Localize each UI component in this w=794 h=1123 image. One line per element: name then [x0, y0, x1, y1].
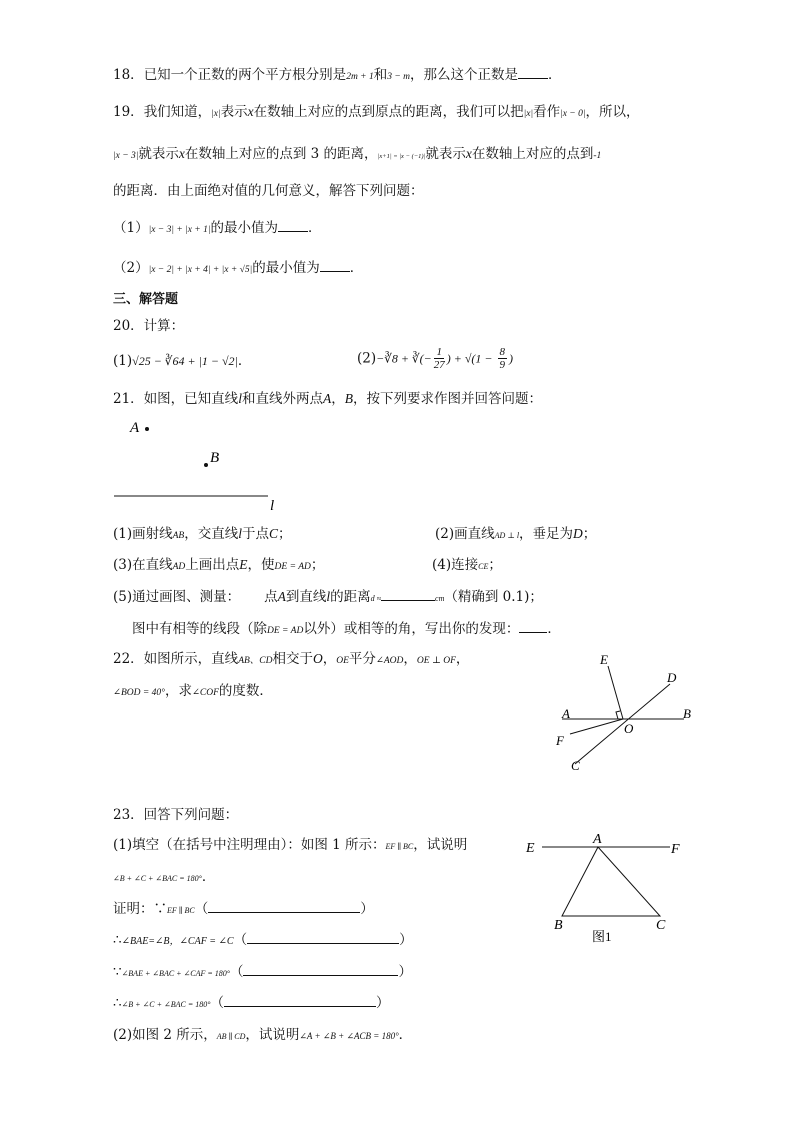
q20-p2-expr-b: ) + √(1 −: [446, 351, 496, 366]
q19-text: 在数轴上对应的点到 3 的距离，: [184, 146, 378, 162]
q18-expr-1: 2m + 1: [346, 72, 374, 82]
q19-p1-expr: |x − 3| + |x + 1|: [148, 225, 211, 235]
line-cd: [575, 684, 670, 764]
q20-frac2-denominator: 9: [499, 359, 505, 371]
q21-s6-text: 以外）或相等的角，写出你的发现：: [303, 621, 520, 637]
q19-p2-end: ．: [349, 260, 364, 276]
q22-fig-label-b: B: [683, 706, 691, 721]
question-22-line-1: [113, 650, 469, 670]
q23-proof-line-2: ∴∠BAE=∠B，∠CAF = ∠C（ ）: [113, 932, 413, 948]
q21-s5-d-approx: d ≈: [370, 594, 382, 603]
q20-p1-label: (1): [113, 353, 133, 369]
q22-fig-label-o: O: [624, 721, 634, 736]
q23-proof-line-1: 证明：∵EF ∥ BC（ ）: [113, 901, 374, 917]
q22-fig-label-e: E: [600, 652, 608, 667]
q23-reason-blank-3[interactable]: [243, 963, 398, 976]
q23-proof-3: ∠BAE + ∠BAC + ∠CAF = 180°: [121, 969, 230, 978]
q20-p2-expr-c: ): [509, 351, 513, 366]
q19-neg1: -1: [593, 151, 602, 161]
q19-p2-expr: |x − 2| + |x + 4| + |x +: [148, 265, 240, 275]
q21-s5-text: 的距离: [330, 589, 371, 605]
q22-fig-label-d: D: [667, 670, 677, 685]
q18-text: 已知一个正数的两个平方根分别是: [143, 67, 347, 83]
q19-abs-x0: |x − 0|: [560, 109, 586, 119]
q20-p2-label: (2): [357, 350, 377, 367]
q18-text-and: 和: [373, 67, 388, 83]
q21-s2-expr: AD ⊥ l: [494, 531, 520, 540]
q19-p1-answer-blank[interactable]: [278, 219, 308, 232]
q22-text: ，求: [164, 683, 192, 699]
q21-s4-ce: CE: [478, 562, 489, 571]
q21-s5-unit: cm: [435, 594, 445, 603]
q23-p2-text: (2)如图 2 所示，: [113, 1027, 217, 1043]
q21-step-4: [432, 556, 502, 576]
q19-p2-text: 的最小值为: [252, 260, 320, 276]
q18-text-c: ，那么这个正数是: [410, 67, 518, 83]
q22-ab-cd: AB、CD: [238, 656, 273, 666]
q23-p1-text: (1)填空（在括号中注明理由）：如图 1 所示：: [113, 837, 386, 853]
q19-abs-x: |x|: [211, 109, 221, 119]
q21-var-a: A: [277, 589, 286, 604]
q22-perp: OE ⊥ OF: [416, 656, 456, 666]
q19-p2-answer-blank[interactable]: [320, 259, 350, 272]
q23-p2-end: ．: [398, 1027, 413, 1043]
q23-therefore: ∴: [113, 932, 122, 948]
q19-text: 表示: [220, 104, 248, 120]
q22-text: ，: [403, 651, 417, 667]
q21-findings-blank[interactable]: [519, 620, 547, 633]
q22-text: ，: [322, 651, 337, 667]
q23-fig-label-b: B: [554, 918, 563, 933]
q23-proof-4: ∠B + ∠C + ∠BAC = 180°: [121, 1000, 211, 1009]
q21-s2-text: (2)画直线: [435, 526, 495, 542]
question-19-line-3: [113, 182, 424, 200]
q23-fig-label-f: F: [671, 842, 680, 857]
right-angle-mark: [616, 711, 620, 719]
q22-fig-label-c: C: [571, 758, 580, 773]
q23-reason-blank-4[interactable]: [224, 994, 376, 1007]
q19-text: 我们知道，: [143, 104, 212, 120]
q22-text: 如图所示，直线: [143, 651, 239, 667]
q19-text: ，所以，: [585, 104, 640, 120]
q22-figure: [550, 648, 700, 776]
q20-frac1-numerator: 1: [436, 346, 442, 358]
q23-reason-blank-1[interactable]: [208, 900, 360, 913]
q21-text: 和直线外两点: [241, 391, 323, 407]
q21-figure: [110, 412, 300, 517]
q21-step-1: [113, 525, 292, 545]
q21-fig-label-b: B: [210, 450, 220, 466]
q21-fig-label-a: A: [130, 420, 140, 436]
q19-var-x: x: [247, 104, 254, 119]
point-a-dot: [145, 427, 149, 431]
q20-p1-end: ．: [237, 353, 252, 369]
q21-s1-end: ；: [278, 526, 292, 542]
q21-step-5: [113, 588, 543, 608]
q19-number: 19．: [113, 104, 144, 120]
question-19-line-2: [113, 145, 601, 166]
q23-fig-label-a: A: [593, 832, 602, 847]
question-20-part-1: [113, 352, 251, 370]
q20-p2-expr-a: −∛8 + ∛(−: [376, 351, 432, 366]
q21-var-c: C: [269, 526, 279, 541]
q23-therefore: ∴: [113, 995, 122, 1011]
q19-p2-expr-end: |: [249, 265, 253, 275]
q21-step-3: [113, 556, 324, 576]
q23-p1-expr: EF ∥ BC: [385, 842, 414, 851]
question-19-part-1: [113, 219, 321, 239]
q22-oe: OE: [336, 656, 349, 666]
q20-frac2-numerator: 8: [499, 346, 505, 358]
q23-fig-label-e: E: [526, 841, 535, 856]
q23-part-1: [113, 836, 467, 856]
q21-fig-label-l: l: [270, 498, 275, 514]
q22-fig-label-a: A: [562, 706, 570, 721]
q18-period: ．: [548, 67, 562, 83]
q21-s5-text: （精确到 0.1)；: [444, 589, 543, 605]
q21-s3-ad: AD: [172, 562, 186, 572]
q18-number: 18．: [113, 67, 144, 83]
q21-s1-text: ，交直线: [184, 526, 239, 542]
q20-frac1-denominator: 27: [433, 359, 445, 371]
q23-part-2: [113, 1026, 412, 1046]
section-heading: 三、解答题: [113, 292, 179, 307]
q22-text: 相交于: [272, 651, 313, 667]
q21-s1-text: 于点: [242, 526, 269, 542]
q21-s1-ab: AB: [172, 531, 185, 541]
q21-s6-expr: DE = AD: [267, 626, 304, 636]
question-18: [113, 66, 562, 86]
q19-text: 就表示: [138, 146, 179, 162]
q23-proof-line-3: ∵∠BAE + ∠BAC + ∠CAF = 180°（ ）: [113, 964, 412, 980]
q21-s3-text: ，使: [247, 557, 275, 573]
q21-s2-end: ；: [582, 526, 597, 542]
q23-proof-line-4: ∴∠B + ∠C + ∠BAC = 180°（ ）: [113, 995, 390, 1011]
q21-text: 如图，已知直线: [143, 391, 239, 407]
q23-proof-2: ∠BAE=∠B，∠CAF = ∠C: [121, 936, 234, 947]
q21-s4-end: ；: [488, 557, 502, 573]
q21-s6-end: ．: [547, 621, 561, 637]
q23-p1-text: ，试说明: [413, 837, 468, 853]
q23-p2-expr: AB ∥ CD: [216, 1032, 246, 1041]
q21-var-a: A: [322, 391, 332, 406]
q21-s3-text: (3)在直线: [113, 557, 173, 573]
question-23: 23．回答下列问题：: [113, 807, 239, 823]
q23-goal-end: ．: [201, 869, 216, 885]
q21-var-e: E: [239, 557, 248, 572]
q21-s5-text: 点: [264, 589, 278, 605]
q19-p2-label: （2）: [113, 260, 149, 276]
q22-angle-cof: ∠COF: [191, 688, 219, 698]
q21-var-l: l: [238, 391, 242, 406]
q21-step-2: [435, 525, 596, 545]
q22-var-o: O: [313, 651, 323, 666]
q19-var-x: x: [465, 146, 472, 161]
question-19-line-1: [113, 103, 639, 123]
q21-var-b: B: [344, 391, 353, 406]
q23-p2-goal: ∠A + ∠B + ∠ACB = 180°: [299, 1031, 399, 1041]
q21-distance-blank[interactable]: [381, 588, 435, 601]
q20-p2-fraction-1: [434, 346, 445, 371]
q23-proof-1: EF ∥ BC: [167, 906, 195, 915]
q19-text: 在数轴上对应的点到: [471, 146, 594, 162]
q19-p1-text: 的最小值为: [210, 220, 278, 236]
q21-s6-text: 图中有相等的线段（除: [132, 621, 267, 637]
q22-fig-label-f: F: [556, 733, 564, 748]
q19-text: 就表示: [425, 146, 466, 162]
q21-s5-text: (5)通过画图、测量：: [113, 589, 241, 605]
q23-proof-label: 证明：∵: [113, 901, 167, 917]
q20-p1-expr: √25 − ∛64 + |1 − √2|: [132, 354, 238, 368]
q21-text: ，按下列要求作图并回答问题：: [352, 391, 542, 407]
q22-angle-aod: ∠AOD: [375, 656, 404, 666]
q19-abs-x3: |x − 3|: [113, 151, 139, 161]
q18-answer-blank[interactable]: [518, 66, 548, 79]
q19-p1-label: （1）: [113, 220, 149, 236]
q23-fig-label-c: C: [656, 918, 666, 933]
q18-expr-2: 3 − m: [387, 72, 410, 82]
q21-s3-end: ；: [310, 557, 325, 573]
q19-p2-sqrt: √5: [239, 265, 250, 275]
q21-s3-expr: DE = AD: [274, 562, 311, 572]
question-22-line-2: [113, 682, 273, 702]
q19-abs-x: |x|: [523, 109, 534, 119]
q21-s3-text: 上画出点: [185, 557, 240, 573]
q21-s2-text: ，垂足为: [519, 526, 574, 542]
q22-text: ，: [455, 651, 470, 667]
q21-s4-text: (4)连接: [432, 557, 479, 573]
q21-var-l: l: [238, 526, 242, 541]
q21-s1-text: (1)画射线: [113, 526, 173, 542]
q19-text: 看作: [533, 104, 561, 120]
q23-p2-text: ，试说明: [245, 1027, 300, 1043]
q22-text: 平分: [348, 651, 376, 667]
q21-var-d: D: [573, 526, 583, 541]
q21-var-l: l: [326, 589, 331, 604]
ray-of: [570, 719, 623, 734]
q21-step-6: [132, 620, 561, 640]
point-b-dot: [204, 463, 208, 467]
q19-var-x: x: [178, 146, 185, 161]
q22-number: 22．: [113, 651, 144, 667]
q23-reason-blank-2[interactable]: [247, 931, 399, 944]
q23-because: ∵: [113, 964, 122, 980]
q23-figure-1: [520, 828, 695, 948]
q23-goal-expr: ∠B + ∠C + ∠BAC = 180°: [113, 874, 202, 883]
q19-small-expr: |x+1| = |x − (−1)|: [377, 153, 426, 160]
question-20-part-2: [357, 346, 513, 371]
q22-text: 的度数．: [218, 683, 273, 699]
question-20: 20．计算：: [113, 318, 185, 334]
q20-p2-fraction-2: [498, 346, 508, 371]
q21-number: 21．: [113, 391, 144, 407]
q22-angle-bod: ∠BOD = 40°: [113, 688, 165, 698]
q21-s5-text: 到直线: [285, 589, 327, 605]
q23-figure-caption: 图1: [592, 929, 612, 944]
q19-text: 在数轴上对应的点到原点的距离，我们可以把: [253, 104, 524, 120]
ray-oe: [608, 666, 623, 719]
q23-goal: [113, 868, 215, 888]
question-19-part-2: [113, 259, 363, 279]
q19-text: 的距离．由上面绝对值的几何意义，解答下列问题：: [113, 183, 424, 199]
question-21: 21．如图，已知直线l和直线外两点A，B，按下列要求作图并回答问题：: [113, 391, 542, 407]
q19-p1-end: ．: [307, 220, 322, 236]
triangle-abc: [562, 847, 660, 916]
